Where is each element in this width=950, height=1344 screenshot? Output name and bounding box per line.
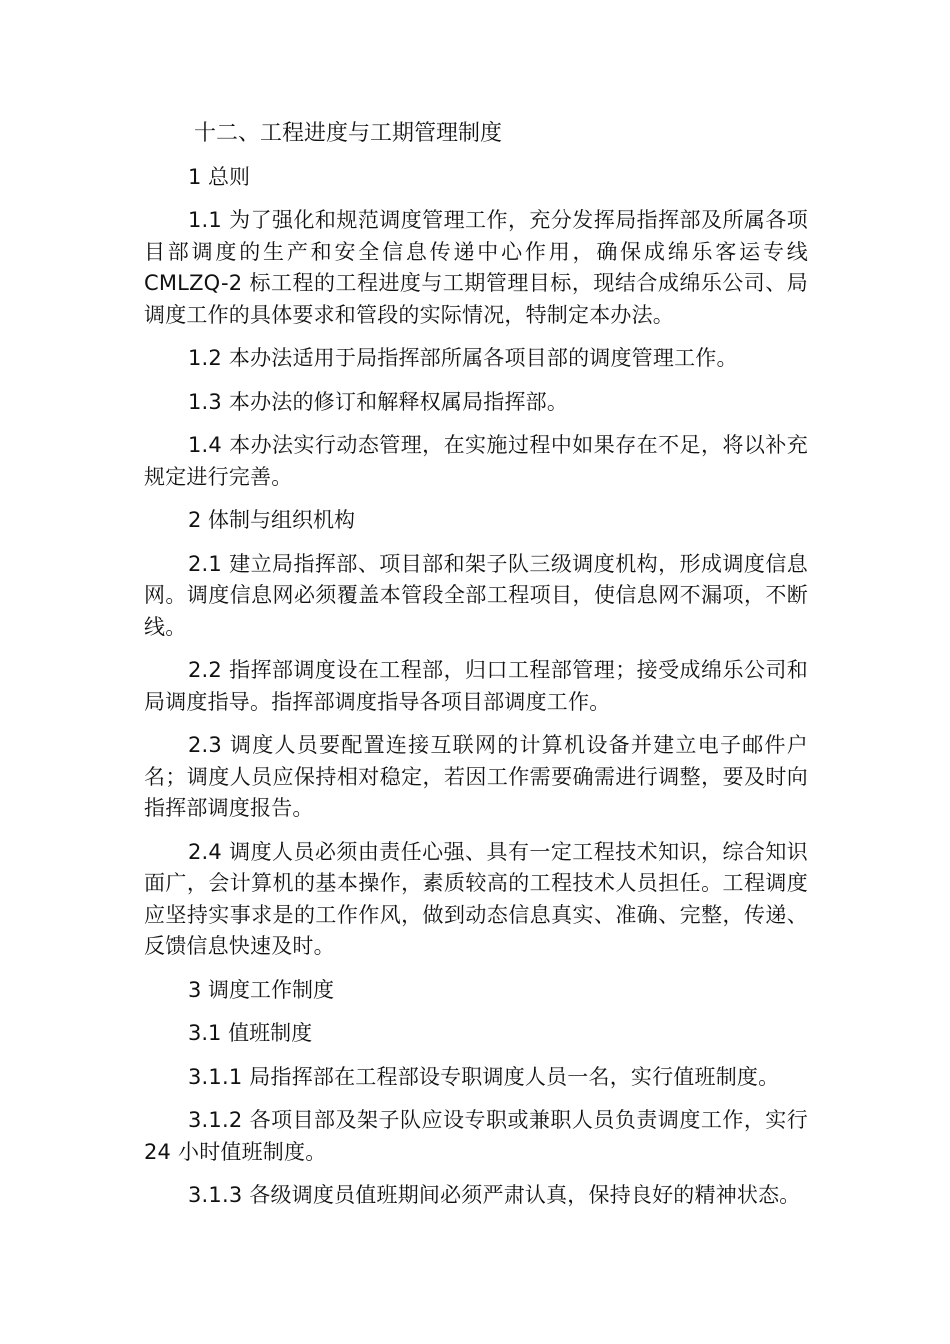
body-paragraph: 3.1.3 各级调度员值班期间必须严肃认真，保持良好的精神状态。: [188, 1183, 801, 1207]
section-heading: 3 调度工作制度: [188, 977, 335, 1002]
body-paragraph: 3.1.1 局指挥部在工程部设专职调度人员一名，实行值班制度。: [188, 1064, 780, 1089]
body-paragraph: 2.4 调度人员必须由责任心强、具有一定工程技术知识，综合知识面广，会计算机的基本操作，素质较高的工程技术人员担任。工程调度应坚持实事求是的工作作风，做到动态信息真实、准确、完整，传递、反馈信息快速及时。: [144, 839, 808, 958]
document-title: 十二、工程进度与工期管理制度: [194, 121, 503, 146]
section-heading: 1 总则: [188, 164, 251, 189]
body-paragraph: 3.1.2 各项目部及架子队应设专职或兼职人员负责调度工作，实行 24 小时值班制度。: [144, 1108, 808, 1164]
body-paragraph: 1.3 本办法的修订和解释权属局指挥部。: [188, 389, 569, 414]
body-paragraph: 2.1 建立局指挥部、项目部和架子队三级调度机构，形成调度信息网。调度信息网必须覆盖本管段全部工程项目，使信息网不漏项，不断线。: [144, 551, 808, 639]
document-page: [144, 118, 808, 1224]
body-paragraph: 1.4 本办法实行动态管理，在实施过程中如果存在不足，将以补充规定进行完善。: [144, 433, 808, 489]
body-paragraph: 2.3 调度人员要配置连接互联网的计算机设备并建立电子邮件户名；调度人员应保持相对稳定，若因工作需要确需进行调整，要及时向指挥部调度报告。: [144, 733, 808, 820]
section-heading: 2 体制与组织机构: [188, 508, 356, 532]
body-paragraph: 1.2 本办法适用于局指挥部所属各项目部的调度管理工作。: [188, 346, 738, 370]
body-paragraph: 1.1 为了强化和规范调度管理工作，充分发挥局指挥部及所属各项目部调度的生产和安全信息传递中心作用，确保成绵乐客运专线 CMLZQ-2 标工程的工程进度与工期管理目标，现结合成绵乐公司、局调度工作的具体要求和管段的实际情况，特制定本办法。: [144, 208, 808, 327]
body-paragraph: 2.2 指挥部调度设在工程部，归口工程部管理；接受成绵乐公司和局调度指导。指挥部调度指导各项目部调度工作。: [144, 658, 808, 714]
subsection-heading: 3.1 值班制度: [188, 1021, 313, 1045]
